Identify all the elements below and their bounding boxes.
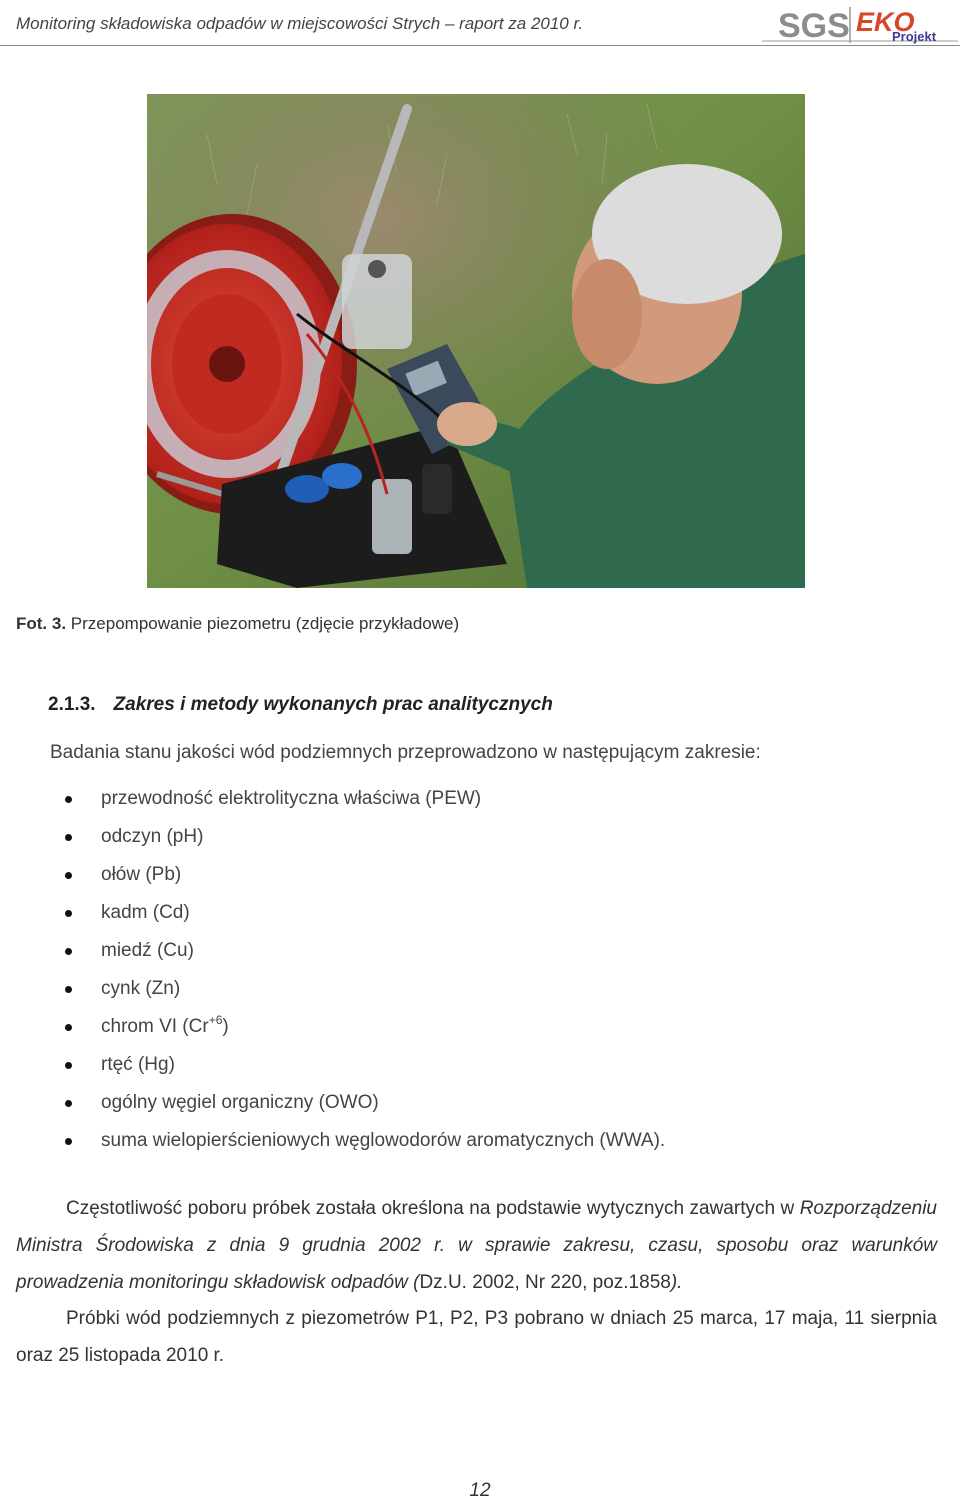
paragraph2-text: Próbki wód podziemnych z piezometrów P1, P2, P3 pobrano w dniach 25 marca, 17 maja, 11 sierpnia oraz 25 listopada 2010 r. [16,1308,937,1366]
section-heading [48,694,553,716]
list-item [64,1008,665,1046]
caption-label: Fot. 3. [16,614,67,633]
list-item: cynk (Zn) [64,970,665,1008]
list-item: przewodność elektrolityczna właściwa (PEW) [64,780,665,818]
logo-eko-text: EKO [856,7,915,37]
photo-piezometer-pumping [147,94,805,588]
regulation-title: Rozporządzeniu Ministra Środowiska z dnia 9 grudnia 2002 r. w sprawie zakresu, czasu, sposobu oraz warunków prowadzenia monitoringu składowisk odpadów ( [16,1198,937,1293]
section-title: Zakres i metody wykonanych prac analitycznych [113,694,553,715]
list-item: rtęć (Hg) [64,1046,665,1084]
logo-projekt-text: Projekt [892,29,937,44]
header-divider [0,45,960,46]
logo-sgs-text: SGS [778,7,850,45]
parameter-list [64,780,665,1160]
list-item: miedź (Cu) [64,932,665,970]
company-logo [762,3,958,45]
page-number: 12 [469,1480,491,1501]
caption-text: Przepompowanie piezometru (zdjęcie przykładowe) [70,614,460,633]
chrom-close: ) [222,1016,229,1037]
list-item: ogólny węgiel organiczny (OWO) [64,1084,665,1122]
sampling-frequency-paragraph [16,1190,937,1301]
section-number: 2.1.3. [48,694,96,715]
list-item: suma wielopierścieniowych węglowodorów aromatycznych (WWA). [64,1122,665,1160]
list-item: ołów (Pb) [64,856,665,894]
chrom-superscript: +6 [208,1013,223,1027]
intro-text: Badania stanu jakości wód podziemnych przeprowadzono w następującym zakresie: [50,742,761,763]
regulation-close: ). [670,1272,683,1293]
header-title: Monitoring składowiska odpadów w miejscowości Strych – raport za 2010 r. [16,14,584,33]
list-item: kadm (Cd) [64,894,665,932]
list-item: odczyn (pH) [64,818,665,856]
paragraph1-start: Częstotliwość poboru próbek została określona na podstawie wytycznych zawartych w [66,1198,800,1219]
photo-caption [16,614,459,634]
regulation-reference: Dz.U. 2002, Nr 220, poz.1858 [419,1272,671,1293]
sampling-dates-paragraph [16,1300,937,1374]
photo-illustration [147,94,805,588]
page-header [0,0,960,48]
chrom-label: chrom VI (Cr [101,1016,209,1037]
